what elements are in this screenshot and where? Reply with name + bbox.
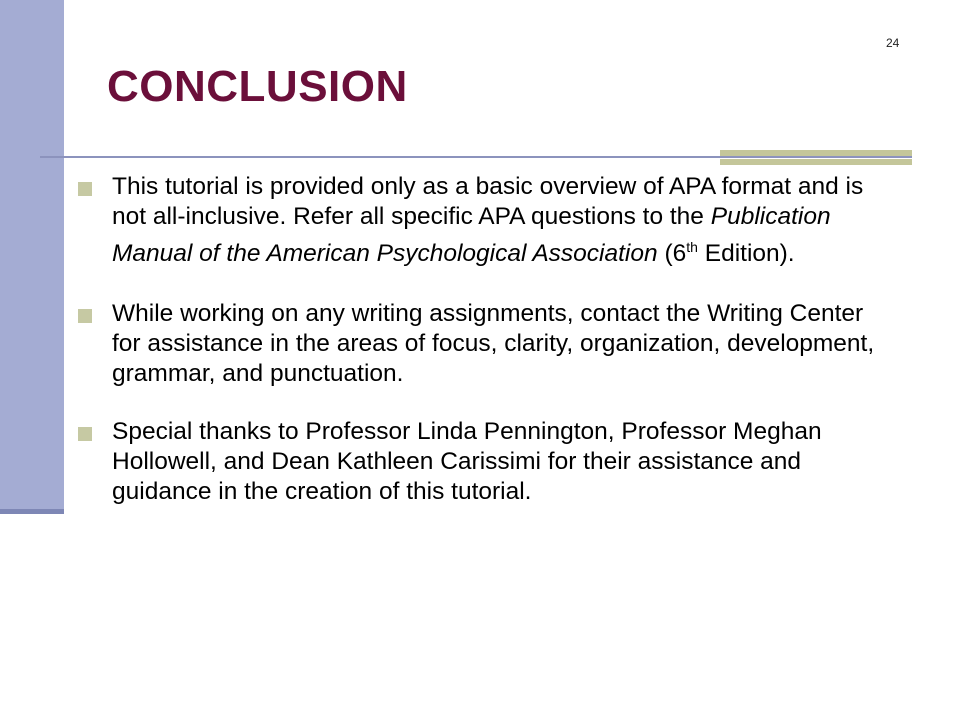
side-decoration-shadow [0, 509, 64, 514]
bullet-list [78, 172, 878, 537]
bullet-text: Special thanks to Professor Linda Pennington, Professor Meghan Hollowell, and Dean Kathleen Carissimi for their assistance and guidance in the creation of this tutorial. [112, 418, 822, 506]
title-divider [40, 156, 912, 158]
square-bullet-icon [78, 309, 92, 323]
bullet-item-writing-center [78, 299, 878, 389]
bullet-text: Edition). [697, 240, 795, 268]
bullet-item-thanks [78, 417, 878, 507]
manual-title: Publication Manual of the American Psychological Association [112, 203, 831, 268]
slide-number: 24 [886, 36, 900, 50]
slide-title: CONCLUSION [107, 62, 408, 111]
bullet-item-overview [78, 172, 878, 269]
bullet-text: While working on any writing assignments, contact the Writing Center for assistance in the areas of focus, clarity, organization, development, grammar, and punctuation. [112, 300, 875, 388]
accent-bar-bottom [720, 159, 912, 165]
edition-superscript: th [686, 239, 698, 255]
accent-bar-top [720, 150, 912, 156]
bullet-text: (6 [657, 240, 687, 268]
square-bullet-icon [78, 182, 92, 196]
square-bullet-icon [78, 427, 92, 441]
bullet-text: This tutorial is provided only as a basic overview of APA format and is not all-inclusive. Refer all specific APA questions to the [112, 173, 864, 230]
side-decoration-bar [0, 0, 64, 512]
